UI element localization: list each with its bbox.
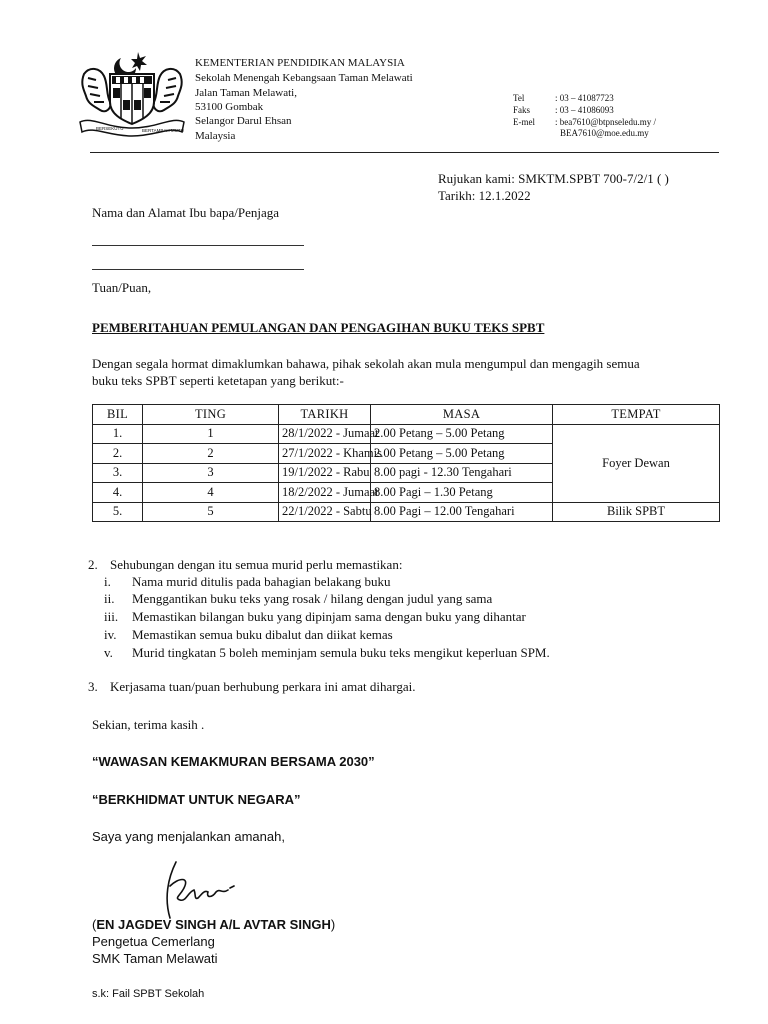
cell-ting: 3 bbox=[143, 463, 279, 483]
header-ting: TING bbox=[143, 405, 279, 425]
list-item-text: Memastikan semua buku dibalut dan diikat kemas bbox=[132, 627, 393, 642]
contact-label: E-mel bbox=[513, 117, 535, 127]
contact-label: Tel bbox=[513, 93, 525, 103]
intro-line: buku teks SPBT seperti ketetapan yang berikut:- bbox=[92, 373, 344, 388]
cell-tempat: Bilik SPBT bbox=[553, 502, 720, 522]
address-blank-line bbox=[92, 269, 304, 270]
contact-value: : 03 – 41087723 bbox=[555, 93, 614, 103]
section-number: 2. bbox=[88, 557, 98, 572]
school-address-line: Malaysia bbox=[195, 130, 236, 142]
cell-ting: 5 bbox=[143, 502, 279, 522]
cell-masa: 2.00 Petang – 5.00 Petang bbox=[371, 424, 553, 444]
copy-to: s.k: Fail SPBT Sekolah bbox=[92, 988, 205, 1000]
section-text: Kerjasama tuan/puan berhubung perkara ini amat dihargai. bbox=[110, 679, 416, 694]
list-item-number: v. bbox=[104, 645, 113, 660]
list-item-number: iii. bbox=[104, 609, 119, 624]
cell-tarikh: 22/1/2022 - Sabtu bbox=[279, 502, 371, 522]
table-header-row bbox=[93, 405, 720, 425]
list-item bbox=[104, 609, 526, 625]
section-number: 3. bbox=[88, 679, 98, 694]
list-item-text: Menggantikan buku teks yang rosak / hilang dengan judul yang sama bbox=[132, 591, 493, 606]
salutation: Tuan/Puan, bbox=[92, 280, 152, 295]
letterhead-divider bbox=[90, 152, 719, 153]
list-item-number: iv. bbox=[104, 627, 117, 642]
section-intro: Sehubungan dengan itu semua murid perlu memastikan: bbox=[110, 557, 403, 572]
table-row bbox=[93, 502, 720, 522]
intro-line: Dengan segala hormat dimaklumkan bahawa, pihak sekolah akan mula mengumpul dan mengagih semua bbox=[92, 356, 640, 371]
cell-ting: 1 bbox=[143, 424, 279, 444]
cell-ting: 2 bbox=[143, 444, 279, 464]
coat-of-arms-logo bbox=[76, 44, 188, 138]
list-item bbox=[104, 591, 492, 607]
school-address-line: Selangor Darul Ehsan bbox=[195, 115, 292, 127]
cell-bil: 1. bbox=[93, 424, 143, 444]
slogan: “BERKHIDMAT UNTUK NEGARA” bbox=[92, 792, 301, 807]
closing-text: Sekian, terima kasih . bbox=[92, 717, 205, 732]
address-blank-line bbox=[92, 245, 304, 246]
schedule-table bbox=[92, 404, 720, 522]
list-item bbox=[104, 574, 390, 590]
signatory-school: SMK Taman Melawati bbox=[92, 951, 218, 966]
signature-image bbox=[150, 858, 245, 922]
cell-bil: 3. bbox=[93, 463, 143, 483]
list-item-number: ii. bbox=[104, 591, 115, 606]
list-item-number: i. bbox=[104, 574, 111, 589]
signatory-title: Pengetua Cemerlang bbox=[92, 934, 215, 949]
recipient-label: Nama dan Alamat Ibu bapa/Penjaga bbox=[92, 205, 279, 220]
cell-masa: 8.00 pagi - 12.30 Tengahari bbox=[371, 463, 553, 483]
list-item-text: Memastikan bilangan buku yang dipinjam sama dengan buku yang dihantar bbox=[132, 609, 526, 624]
cell-bil: 5. bbox=[93, 502, 143, 522]
cell-bil: 2. bbox=[93, 444, 143, 464]
header-tempat: TEMPAT bbox=[553, 405, 720, 425]
school-address-line: Jalan Taman Melawati, bbox=[195, 87, 297, 99]
crest-motto-right: BERTAMBAH MUTU bbox=[142, 128, 184, 133]
cell-tarikh: 28/1/2022 - Jumaat bbox=[279, 424, 371, 444]
list-item bbox=[104, 627, 393, 643]
cell-tempat: Foyer Dewan bbox=[553, 424, 720, 502]
table-row bbox=[93, 424, 720, 444]
school-address-line: Sekolah Menengah Kebangsaan Taman Melawati bbox=[195, 72, 413, 84]
header-bil: BIL bbox=[93, 405, 143, 425]
cell-masa: 8.00 Pagi – 12.00 Tengahari bbox=[371, 502, 553, 522]
signatory-name-block: (EN JAGDEV SINGH A/L AVTAR SINGH) bbox=[92, 917, 336, 932]
cell-tarikh: 19/1/2022 - Rabu bbox=[279, 463, 371, 483]
header-masa: MASA bbox=[371, 405, 553, 425]
signatory-name: EN JAGDEV SINGH A/L AVTAR SINGH bbox=[96, 917, 331, 932]
cell-masa: 2.00 Petang – 5.00 Petang bbox=[371, 444, 553, 464]
header-tarikh: TARIKH bbox=[279, 405, 371, 425]
cell-ting: 4 bbox=[143, 483, 279, 503]
school-address-line: 53100 Gombak bbox=[195, 101, 264, 113]
contact-value: : bea7610@btpnseledu.my / bbox=[555, 117, 657, 127]
crest-motto-left: BERSEKUTU bbox=[96, 126, 124, 131]
letter-date: Tarikh: 12.1.2022 bbox=[438, 188, 531, 203]
ministry-name: KEMENTERIAN PENDIDIKAN MALAYSIA bbox=[195, 57, 405, 69]
contact-value: : 03 – 41086093 bbox=[555, 105, 614, 115]
slogan: “WAWASAN KEMAKMURAN BERSAMA 2030” bbox=[92, 754, 375, 769]
signoff-text: Saya yang menjalankan amanah, bbox=[92, 829, 285, 844]
contact-value: BEA7610@moe.edu.my bbox=[560, 128, 649, 138]
cell-tarikh: 27/1/2022 - Khamis bbox=[279, 444, 371, 464]
cell-masa: 8.00 Pagi – 1.30 Petang bbox=[371, 483, 553, 503]
letter-subject: PEMBERITAHUAN PEMULANGAN DAN PENGAGIHAN BUKU TEKS SPBT bbox=[92, 320, 545, 335]
list-item-text: Murid tingkatan 5 boleh meminjam semula buku teks mengikut keperluan SPM. bbox=[132, 645, 550, 660]
cell-tarikh: 18/2/2022 - Jumaat bbox=[279, 483, 371, 503]
contact-label: Faks bbox=[513, 105, 531, 115]
reference-number: Rujukan kami: SMKTM.SPBT 700-7/2/1 ( ) bbox=[438, 171, 669, 186]
cell-bil: 4. bbox=[93, 483, 143, 503]
list-item-text: Nama murid ditulis pada bahagian belakang buku bbox=[132, 574, 391, 589]
list-item bbox=[104, 645, 550, 661]
